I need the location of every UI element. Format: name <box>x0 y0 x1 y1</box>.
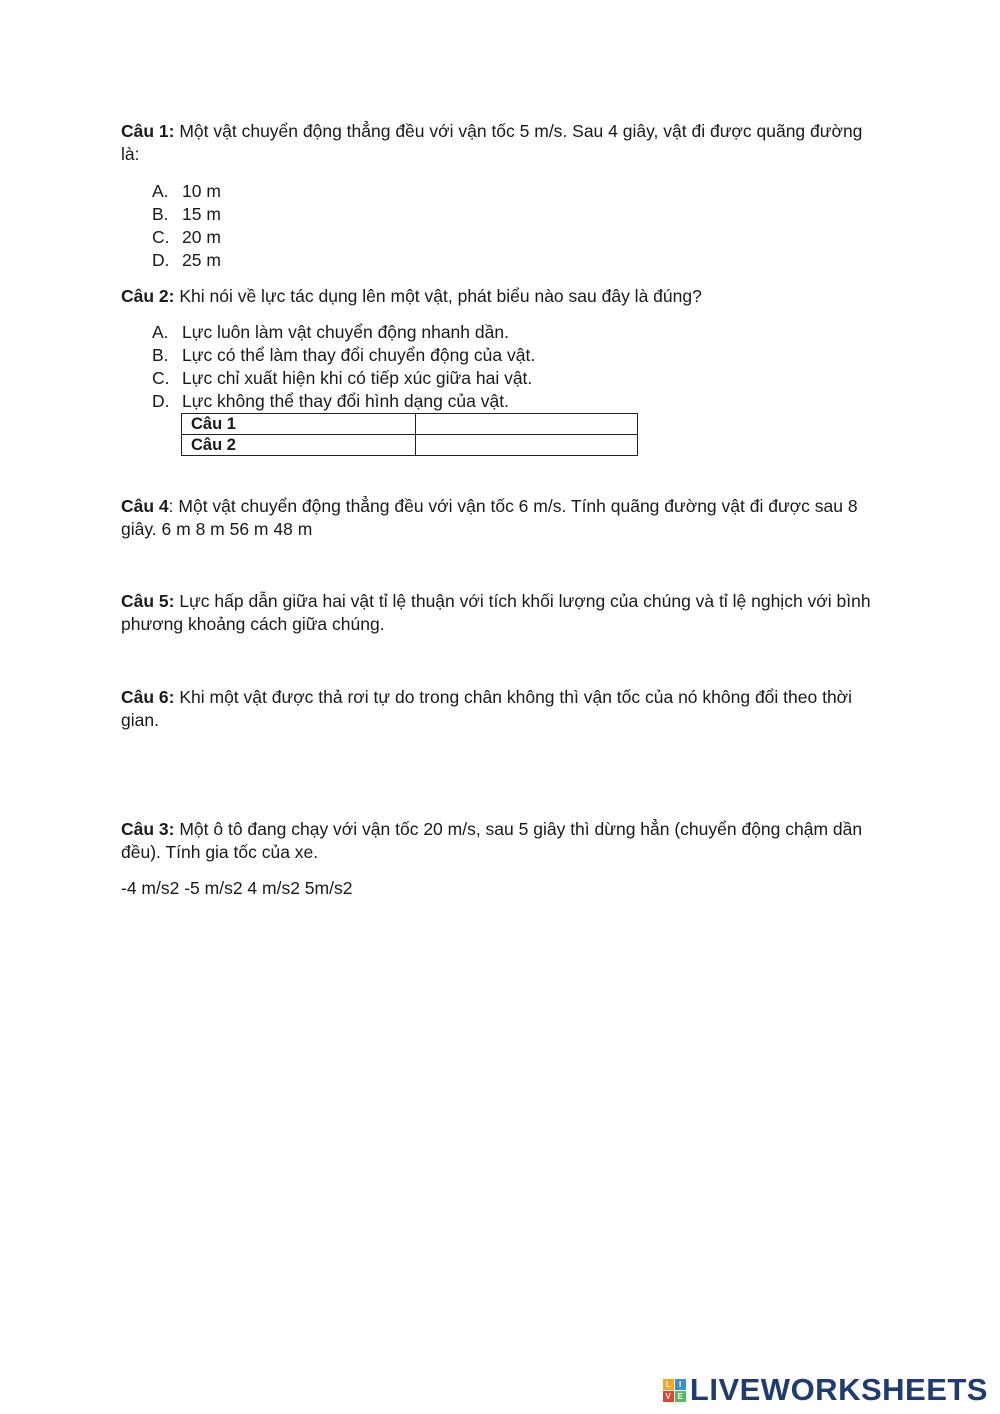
question-2-options <box>152 321 535 413</box>
option-1b: B. 15 m <box>152 204 221 224</box>
option-2d: D. Lực không thể thay đổi hình dạng của vật. <box>152 391 509 411</box>
question-5 <box>121 590 881 636</box>
answer-input-cell-1[interactable] <box>416 414 638 435</box>
question-2-label: Câu 2: <box>121 286 175 306</box>
question-6-label: Câu 6: <box>121 687 175 707</box>
option-2a: A. Lực luôn làm vật chuyển động nhanh dần. <box>152 322 509 342</box>
question-6 <box>121 686 881 732</box>
question-1-options <box>152 180 221 272</box>
question-1 <box>121 120 881 166</box>
liveworksheets-logo <box>663 1372 988 1408</box>
logo-text: LIVEWORKSHEETS <box>689 1372 988 1407</box>
question-1-label: Câu 1: <box>121 121 175 141</box>
question-2 <box>121 285 881 308</box>
option-2b: B. Lực có thể làm thay đổi chuyển động của vật. <box>152 345 536 365</box>
option-1c: C. 20 m <box>152 227 221 247</box>
question-6-text: Khi một vật được thả rơi tự do trong chân không thì vận tốc của nó không đổi theo thời gian. <box>121 687 853 730</box>
question-4-text: : Một vật chuyển động thẳng đều với vận tốc 6 m/s. Tính quãng đường vật đi được sau 8 giây. 6 m 8 m 56 m 48 m <box>121 496 858 539</box>
option-1a: A. 10 m <box>152 181 221 201</box>
logo-mark-icon: L I V E <box>663 1379 686 1402</box>
question-4 <box>121 495 881 541</box>
question-5-text: Lực hấp dẫn giữa hai vật tỉ lệ thuận với tích khối lượng của chúng và tỉ lệ nghịch với bình phương khoảng cách giữa chúng. <box>121 591 871 634</box>
question-3-text: Một ô tô đang chạy với vận tốc 20 m/s, sau 5 giây thì dừng hẳn (chuyển động chậm dần đều). Tính gia tốc của xe. <box>121 819 863 862</box>
question-3-label: Câu 3: <box>121 819 175 839</box>
option-1d: D. 25 m <box>152 250 221 270</box>
question-3 <box>121 818 881 864</box>
answer-input-cell-2[interactable] <box>416 435 638 456</box>
question-5-label: Câu 5: <box>121 591 175 611</box>
answer-row-label: Câu 2 <box>182 435 416 456</box>
question-1-text: Một vật chuyển động thẳng đều với vận tốc 5 m/s. Sau 4 giây, vật đi được quãng đường là: <box>121 121 863 164</box>
question-4-label: Câu 4 <box>121 496 169 516</box>
table-row <box>182 435 638 456</box>
answer-table <box>181 413 638 456</box>
table-row <box>182 414 638 435</box>
answer-row-label: Câu 1 <box>182 414 416 435</box>
option-2c: C. Lực chỉ xuất hiện khi có tiếp xúc giữa hai vật. <box>152 368 533 388</box>
question-3-answers: -4 m/s2 -5 m/s2 4 m/s2 5m/s2 <box>121 878 353 898</box>
question-2-text: Khi nói về lực tác dụng lên một vật, phát biểu nào sau đây là đúng? <box>174 286 702 306</box>
